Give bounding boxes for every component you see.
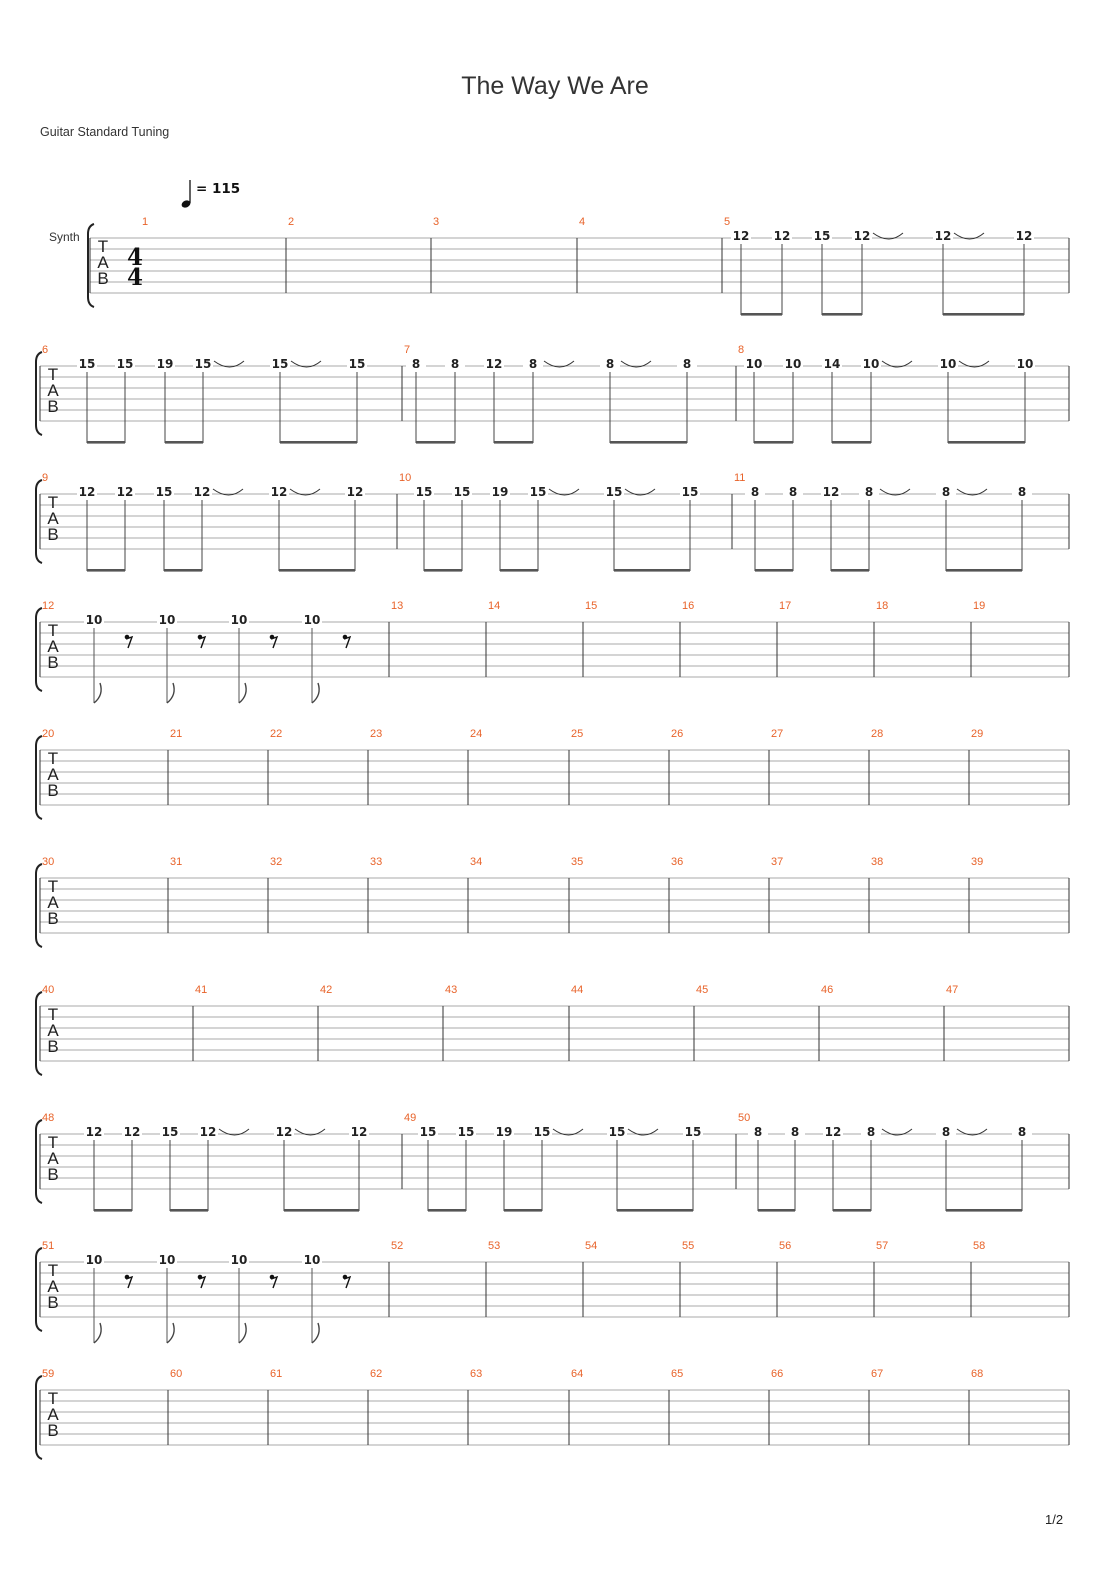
- note-group: [406, 357, 697, 444]
- tab-clef-letter: A: [47, 509, 59, 528]
- fret-number: 8: [605, 357, 615, 371]
- tab-clef-letter: B: [47, 1037, 59, 1056]
- system-bracket: [36, 1248, 42, 1331]
- measure-number: 30: [42, 856, 55, 868]
- tab-clef-letter: T: [97, 237, 109, 256]
- tab-clef-letter: T: [47, 365, 59, 384]
- fret-number: 15: [529, 485, 547, 499]
- fret-number: 12: [346, 485, 364, 499]
- measure-number: 36: [671, 856, 684, 868]
- fret-number: 10: [85, 613, 103, 627]
- eighth-rest-tail: [126, 637, 132, 648]
- beam: [741, 313, 782, 316]
- measure-number: 33: [370, 856, 383, 868]
- fret-number: 15: [533, 1125, 551, 1139]
- fret-number: 8: [790, 1125, 800, 1139]
- measure-number: 51: [42, 1240, 55, 1252]
- eighth-flag: [167, 1323, 174, 1343]
- eighth-flag: [167, 683, 174, 703]
- system-bracket: [36, 352, 42, 435]
- measure-number: 52: [391, 1240, 404, 1252]
- measure-number: 1: [142, 216, 149, 228]
- fret-number: 8: [1017, 485, 1027, 499]
- beam: [416, 441, 455, 444]
- eighth-flag: [239, 683, 246, 703]
- fret-number: 12: [123, 1125, 141, 1139]
- beam: [87, 441, 125, 444]
- measure-number: 3: [433, 216, 440, 228]
- fret-number: 10: [862, 357, 880, 371]
- fret-number: 12: [732, 229, 750, 243]
- fret-number: 10: [1016, 357, 1034, 371]
- beam: [87, 569, 125, 572]
- fret-number: 12: [934, 229, 952, 243]
- measure-number: 6: [42, 344, 49, 356]
- note-group: [744, 357, 1035, 444]
- tab-clef-letter: B: [47, 1421, 59, 1440]
- tab-clef-letter: A: [47, 1277, 59, 1296]
- fret-number: 12: [85, 1125, 103, 1139]
- note-group: [748, 1125, 1032, 1212]
- tempo-marking: [180, 180, 240, 209]
- measure-number: 61: [270, 1368, 283, 1380]
- system-bracket: [88, 224, 94, 307]
- measure-number: 20: [42, 728, 55, 740]
- fret-number: 12: [822, 485, 840, 499]
- fret-number: 12: [1015, 229, 1033, 243]
- note-group: [77, 485, 365, 572]
- fret-number: 8: [1017, 1125, 1027, 1139]
- measure-number: 25: [571, 728, 584, 740]
- fret-number: 15: [348, 357, 366, 371]
- measure-number: 22: [270, 728, 283, 740]
- measure-number: 44: [571, 984, 584, 996]
- fret-number: 8: [941, 1125, 951, 1139]
- fret-number: 12: [78, 485, 96, 499]
- fret-number: 15: [457, 1125, 475, 1139]
- measure-number: 54: [585, 1240, 598, 1252]
- note-group: [84, 1125, 369, 1212]
- tab-clef-letter: T: [47, 1005, 59, 1024]
- tab-clef-letter: A: [47, 381, 59, 400]
- measure-number: 42: [320, 984, 333, 996]
- system-bracket: [36, 992, 42, 1075]
- tab-clef-letter: A: [47, 1149, 59, 1168]
- beam: [494, 441, 533, 444]
- beam: [755, 569, 793, 572]
- measure-number: 27: [771, 728, 784, 740]
- tab-system: [36, 728, 1069, 819]
- fret-number: 12: [853, 229, 871, 243]
- measure-number: 23: [370, 728, 383, 740]
- measure-number: 14: [488, 600, 501, 612]
- fret-number: 12: [270, 485, 288, 499]
- measure-number: 46: [821, 984, 834, 996]
- fret-number: 10: [230, 613, 248, 627]
- measure-number: 56: [779, 1240, 792, 1252]
- beam: [284, 1209, 359, 1212]
- tab-clef-letter: A: [47, 893, 59, 912]
- system-bracket: [36, 736, 42, 819]
- fret-number: 15: [813, 229, 831, 243]
- fret-number: 15: [194, 357, 212, 371]
- fret-number: 12: [824, 1125, 842, 1139]
- note-group: [731, 229, 1034, 316]
- system-bracket: [36, 1120, 42, 1203]
- fret-number: 10: [230, 1253, 248, 1267]
- fret-number: 10: [745, 357, 763, 371]
- measure-number: 16: [682, 600, 695, 612]
- measure-number: 10: [399, 472, 412, 484]
- system-bracket: [36, 608, 42, 691]
- beam: [170, 1209, 208, 1212]
- eighth-rest-tail: [271, 1277, 277, 1288]
- fret-number: 8: [941, 485, 951, 499]
- measure-number: 68: [971, 1368, 984, 1380]
- measure-number: 58: [973, 1240, 986, 1252]
- tab-system: [36, 344, 1069, 444]
- measure-number: 59: [42, 1368, 55, 1380]
- tab-system: [36, 600, 1069, 703]
- beam: [833, 1209, 871, 1212]
- tab-clef-letter: T: [47, 877, 59, 896]
- fret-number: 12: [773, 229, 791, 243]
- tab-clef-letter: B: [47, 909, 59, 928]
- measure-number: 2: [288, 216, 295, 228]
- measure-number: 39: [971, 856, 984, 868]
- fret-number: 10: [303, 1253, 321, 1267]
- measure-number: 66: [771, 1368, 784, 1380]
- measure-number: 43: [445, 984, 458, 996]
- eighth-flag: [312, 1323, 319, 1343]
- measure-number: 15: [585, 600, 598, 612]
- fret-number: 15: [684, 1125, 702, 1139]
- measure-number: 65: [671, 1368, 684, 1380]
- eighth-rest-tail: [199, 637, 205, 648]
- eighth-rest-tail: [199, 1277, 205, 1288]
- tab-clef-letter: B: [97, 269, 109, 288]
- tab-clef-letter: A: [47, 1405, 59, 1424]
- fret-number: 10: [303, 613, 321, 627]
- measure-number: 21: [170, 728, 183, 740]
- beam: [943, 313, 1024, 316]
- tab-clef-letter: B: [47, 781, 59, 800]
- beam: [831, 569, 869, 572]
- tab-clef-letter: A: [47, 765, 59, 784]
- fret-number: 8: [750, 485, 760, 499]
- beam: [617, 1209, 693, 1212]
- fret-number: 8: [866, 1125, 876, 1139]
- system-bracket: [36, 1376, 42, 1459]
- measure-number: 47: [946, 984, 959, 996]
- measure-number: 55: [682, 1240, 695, 1252]
- measure-number: 5: [724, 216, 731, 228]
- beam: [504, 1209, 542, 1212]
- measure-number: 31: [170, 856, 183, 868]
- tab-clef-letter: T: [47, 621, 59, 640]
- beam: [758, 1209, 795, 1212]
- tab-system: [36, 472, 1069, 572]
- note-group: [418, 1125, 703, 1212]
- fret-number: 15: [681, 485, 699, 499]
- fret-number: 15: [271, 357, 289, 371]
- fret-number: 15: [155, 485, 173, 499]
- beam: [424, 569, 462, 572]
- time-signature-top: 4: [126, 244, 144, 271]
- measure-number: 45: [696, 984, 709, 996]
- tab-clef-letter: T: [47, 1389, 59, 1408]
- fret-number: 8: [753, 1125, 763, 1139]
- fret-number: 12: [350, 1125, 368, 1139]
- beam: [428, 1209, 466, 1212]
- system-bracket: [36, 480, 42, 563]
- eighth-rest-tail: [344, 637, 350, 648]
- tab-clef-letter: B: [47, 1165, 59, 1184]
- eighth-rest-tail: [126, 1277, 132, 1288]
- fret-number: 19: [156, 357, 174, 371]
- beam: [280, 441, 357, 444]
- measure-number: 8: [738, 344, 745, 356]
- eighth-flag: [94, 1323, 101, 1343]
- eighth-flag: [312, 683, 319, 703]
- fret-number: 15: [116, 357, 134, 371]
- fret-number: 15: [78, 357, 96, 371]
- fret-number: 15: [453, 485, 471, 499]
- measure-number: 64: [571, 1368, 584, 1380]
- fret-number: 19: [495, 1125, 513, 1139]
- beam: [754, 441, 793, 444]
- tab-clef-letter: B: [47, 397, 59, 416]
- measure-number: 32: [270, 856, 283, 868]
- tab-clef-letter: B: [47, 1293, 59, 1312]
- note-group: [84, 1253, 350, 1343]
- system-bracket: [36, 864, 42, 947]
- time-signature-bottom: 4: [126, 264, 144, 291]
- fret-number: 15: [415, 485, 433, 499]
- note-group: [414, 485, 700, 572]
- fret-number: 19: [491, 485, 509, 499]
- fret-number: 12: [485, 357, 503, 371]
- fret-number: 10: [939, 357, 957, 371]
- tab-clef-letter: A: [47, 1021, 59, 1040]
- measure-number: 29: [971, 728, 984, 740]
- measure-number: 60: [170, 1368, 183, 1380]
- measure-number: 7: [404, 344, 411, 356]
- eighth-rest-tail: [271, 637, 277, 648]
- fret-number: 15: [161, 1125, 179, 1139]
- beam: [94, 1209, 132, 1212]
- fret-number: 15: [608, 1125, 626, 1139]
- tempo-value: = 115: [196, 181, 241, 197]
- beam: [946, 1209, 1022, 1212]
- measure-number: 62: [370, 1368, 383, 1380]
- measure-number: 26: [671, 728, 684, 740]
- tab-clef-letter: B: [47, 525, 59, 544]
- measure-number: 24: [470, 728, 483, 740]
- measure-number: 35: [571, 856, 584, 868]
- beam: [948, 441, 1025, 444]
- fret-number: 10: [158, 1253, 176, 1267]
- measure-number: 17: [779, 600, 792, 612]
- beam: [614, 569, 690, 572]
- beam: [279, 569, 355, 572]
- measure-number: 57: [876, 1240, 889, 1252]
- measure-number: 38: [871, 856, 884, 868]
- tab-system: [36, 856, 1069, 947]
- beam: [610, 441, 687, 444]
- measure-number: 53: [488, 1240, 501, 1252]
- tab-clef-letter: A: [97, 253, 109, 272]
- eighth-flag: [239, 1323, 246, 1343]
- note-group: [77, 357, 367, 444]
- fret-number: 15: [605, 485, 623, 499]
- fret-number: 12: [193, 485, 211, 499]
- measure-number: 12: [42, 600, 55, 612]
- beam: [822, 313, 862, 316]
- fret-number: 8: [682, 357, 692, 371]
- fret-number: 10: [158, 613, 176, 627]
- measure-number: 67: [871, 1368, 884, 1380]
- eighth-flag: [94, 683, 101, 703]
- tab-system: [88, 216, 1069, 316]
- beam: [946, 569, 1022, 572]
- measure-number: 28: [871, 728, 884, 740]
- fret-number: 12: [199, 1125, 217, 1139]
- measure-number: 4: [579, 216, 586, 228]
- tab-clef-letter: T: [47, 749, 59, 768]
- beam: [500, 569, 538, 572]
- measure-number: 37: [771, 856, 784, 868]
- beam: [832, 441, 871, 444]
- fret-number: 8: [528, 357, 538, 371]
- beam: [164, 569, 202, 572]
- page-number: 1/2: [1045, 1512, 1064, 1527]
- fret-number: 8: [864, 485, 874, 499]
- tab-clef-letter: B: [47, 653, 59, 672]
- fret-number: 12: [116, 485, 134, 499]
- tuning-label: Guitar Standard Tuning: [40, 125, 170, 139]
- eighth-rest-tail: [344, 1277, 350, 1288]
- tab-system: [36, 1368, 1069, 1459]
- fret-number: 8: [788, 485, 798, 499]
- fret-number: 8: [450, 357, 460, 371]
- fret-number: 14: [823, 357, 841, 371]
- fret-number: 15: [419, 1125, 437, 1139]
- measure-number: 18: [876, 600, 889, 612]
- measure-number: 9: [42, 472, 49, 484]
- tab-system: [36, 1240, 1069, 1343]
- tab-clef-letter: T: [47, 493, 59, 512]
- measure-number: 63: [470, 1368, 483, 1380]
- measure-number: 48: [42, 1112, 55, 1124]
- score-title: The Way We Are: [461, 72, 649, 100]
- note-group: [745, 485, 1032, 572]
- fret-number: 10: [85, 1253, 103, 1267]
- tab-system: [36, 1112, 1069, 1212]
- tab-clef-letter: T: [47, 1261, 59, 1280]
- measure-number: 50: [738, 1112, 751, 1124]
- measure-number: 34: [470, 856, 483, 868]
- fret-number: 8: [411, 357, 421, 371]
- instrument-name: Synth: [49, 230, 80, 244]
- fret-number: 10: [784, 357, 802, 371]
- note-group: [84, 613, 350, 703]
- measure-number: 41: [195, 984, 208, 996]
- measure-number: 13: [391, 600, 404, 612]
- measure-number: 19: [973, 600, 986, 612]
- tab-clef-letter: T: [47, 1133, 59, 1152]
- beam: [165, 441, 203, 444]
- measure-number: 49: [404, 1112, 417, 1124]
- measure-number: 11: [734, 472, 746, 484]
- tab-system: [36, 984, 1069, 1075]
- tab-clef-letter: A: [47, 637, 59, 656]
- measure-number: 40: [42, 984, 55, 996]
- fret-number: 12: [275, 1125, 293, 1139]
